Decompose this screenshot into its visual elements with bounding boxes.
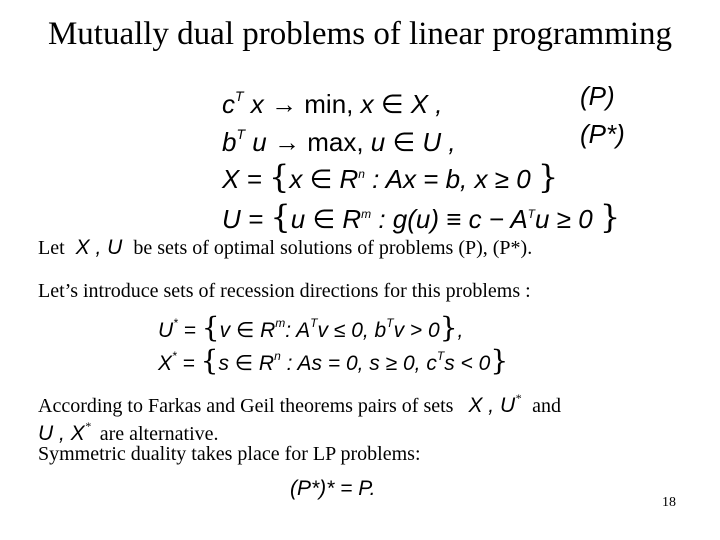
u-star-eq: = (177, 319, 202, 342)
set-x-lhs: X = (222, 164, 269, 194)
set-u-lhs: U = (222, 204, 271, 234)
set-x-brace-open: { (268, 158, 290, 196)
u-star-brace-open: { (201, 311, 220, 344)
symmetric-duality-text: Symmetric duality takes place for LP problems: (38, 443, 421, 465)
set-u-brace-open: { (270, 198, 291, 236)
dual-obj-sup: T (236, 126, 246, 142)
primal-obj-sup: T (235, 88, 244, 104)
u-star-sup2: T (310, 316, 318, 330)
u-star-brace-close: } (439, 311, 458, 344)
set-u-cond-b: u ≥ 0 (535, 204, 600, 234)
dual-dir: max, (307, 127, 364, 157)
set-x-sup: n (358, 167, 365, 181)
set-u-cond-a: : g(u) ≡ c − A (371, 204, 528, 234)
primal-dir: min, (304, 89, 354, 119)
let-prefix: Let (38, 237, 65, 259)
farkas-line1-text: According to Farkas and Geil theorems pairs of sets (38, 395, 454, 417)
farkas-line1-sup: * (515, 391, 522, 405)
u-star-cond-c: v > 0 (393, 319, 440, 342)
u-star-tail: , (457, 319, 464, 342)
x-star-sup: n (274, 349, 281, 363)
set-x-brace-close: } (537, 158, 559, 196)
dual-membership: u ∈ U , (370, 127, 456, 157)
set-u-definition (222, 198, 620, 235)
duality-formula: (P*)* = P. (290, 477, 376, 500)
dual-var: u (252, 127, 267, 157)
x-star-eq: = (176, 352, 201, 375)
recession-x-star (158, 343, 508, 377)
recession-intro: Let’s introduce sets of recession directions for this problems : (38, 280, 531, 302)
dual-problem (222, 118, 456, 158)
x-star-lhs: X (158, 352, 173, 375)
set-x-cond: : Ax = b, x ≥ 0 (364, 164, 538, 194)
primal-problem (222, 80, 443, 120)
u-star-sup3: T (386, 316, 394, 330)
u-star-body: v ∈ R (219, 319, 276, 342)
farkas-line2-sets: U , X (38, 422, 85, 445)
let-sets: X , U (75, 236, 123, 259)
slide-title: Mutually dual problems of linear programming (47, 16, 673, 52)
x-star-brace-open: { (200, 344, 219, 377)
set-x-definition (222, 158, 558, 195)
set-u-sup: m (361, 207, 372, 221)
recession-u-star (158, 310, 463, 344)
dual-arrow: → (273, 127, 300, 157)
u-star-lhs-sup: * (173, 316, 178, 330)
set-u-brace-close: } (599, 198, 621, 236)
set-u-sup2: T (527, 207, 536, 221)
primal-var: x (250, 89, 264, 119)
primal-label: (P) (580, 81, 615, 111)
primal-obj: c (222, 89, 235, 119)
u-star-cond-b: v ≤ 0, b (317, 319, 387, 342)
set-u-body: u ∈ R (290, 204, 362, 234)
x-star-cond-b: s < 0 (444, 352, 491, 375)
x-star-sup2: T (436, 349, 445, 363)
x-star-lhs-sup: * (172, 349, 177, 363)
farkas-line1-and: and (532, 395, 562, 417)
x-star-cond-a: : As = 0, s ≥ 0, c (280, 352, 437, 375)
u-star-cond-a: : A (285, 319, 311, 342)
let-line (38, 236, 532, 260)
set-x-body: x ∈ R (289, 164, 359, 194)
farkas-line2-text: are alternative. (99, 423, 219, 445)
x-star-brace-close: } (490, 344, 509, 377)
page-number: 18 (662, 495, 676, 510)
u-star-sup: m (275, 316, 286, 330)
primal-membership: x ∈ X , (360, 89, 443, 119)
dual-label: (P*) (580, 119, 625, 149)
u-star-lhs: U (158, 319, 174, 342)
dual-obj: b (222, 127, 237, 157)
let-suffix: be sets of optimal solutions of problems (P), (P*). (133, 237, 533, 259)
primal-arrow: → (271, 89, 298, 119)
farkas-line1-sets: X , U (468, 394, 516, 417)
farkas-line2-sup: * (84, 419, 91, 433)
x-star-body: s ∈ R (218, 352, 275, 375)
